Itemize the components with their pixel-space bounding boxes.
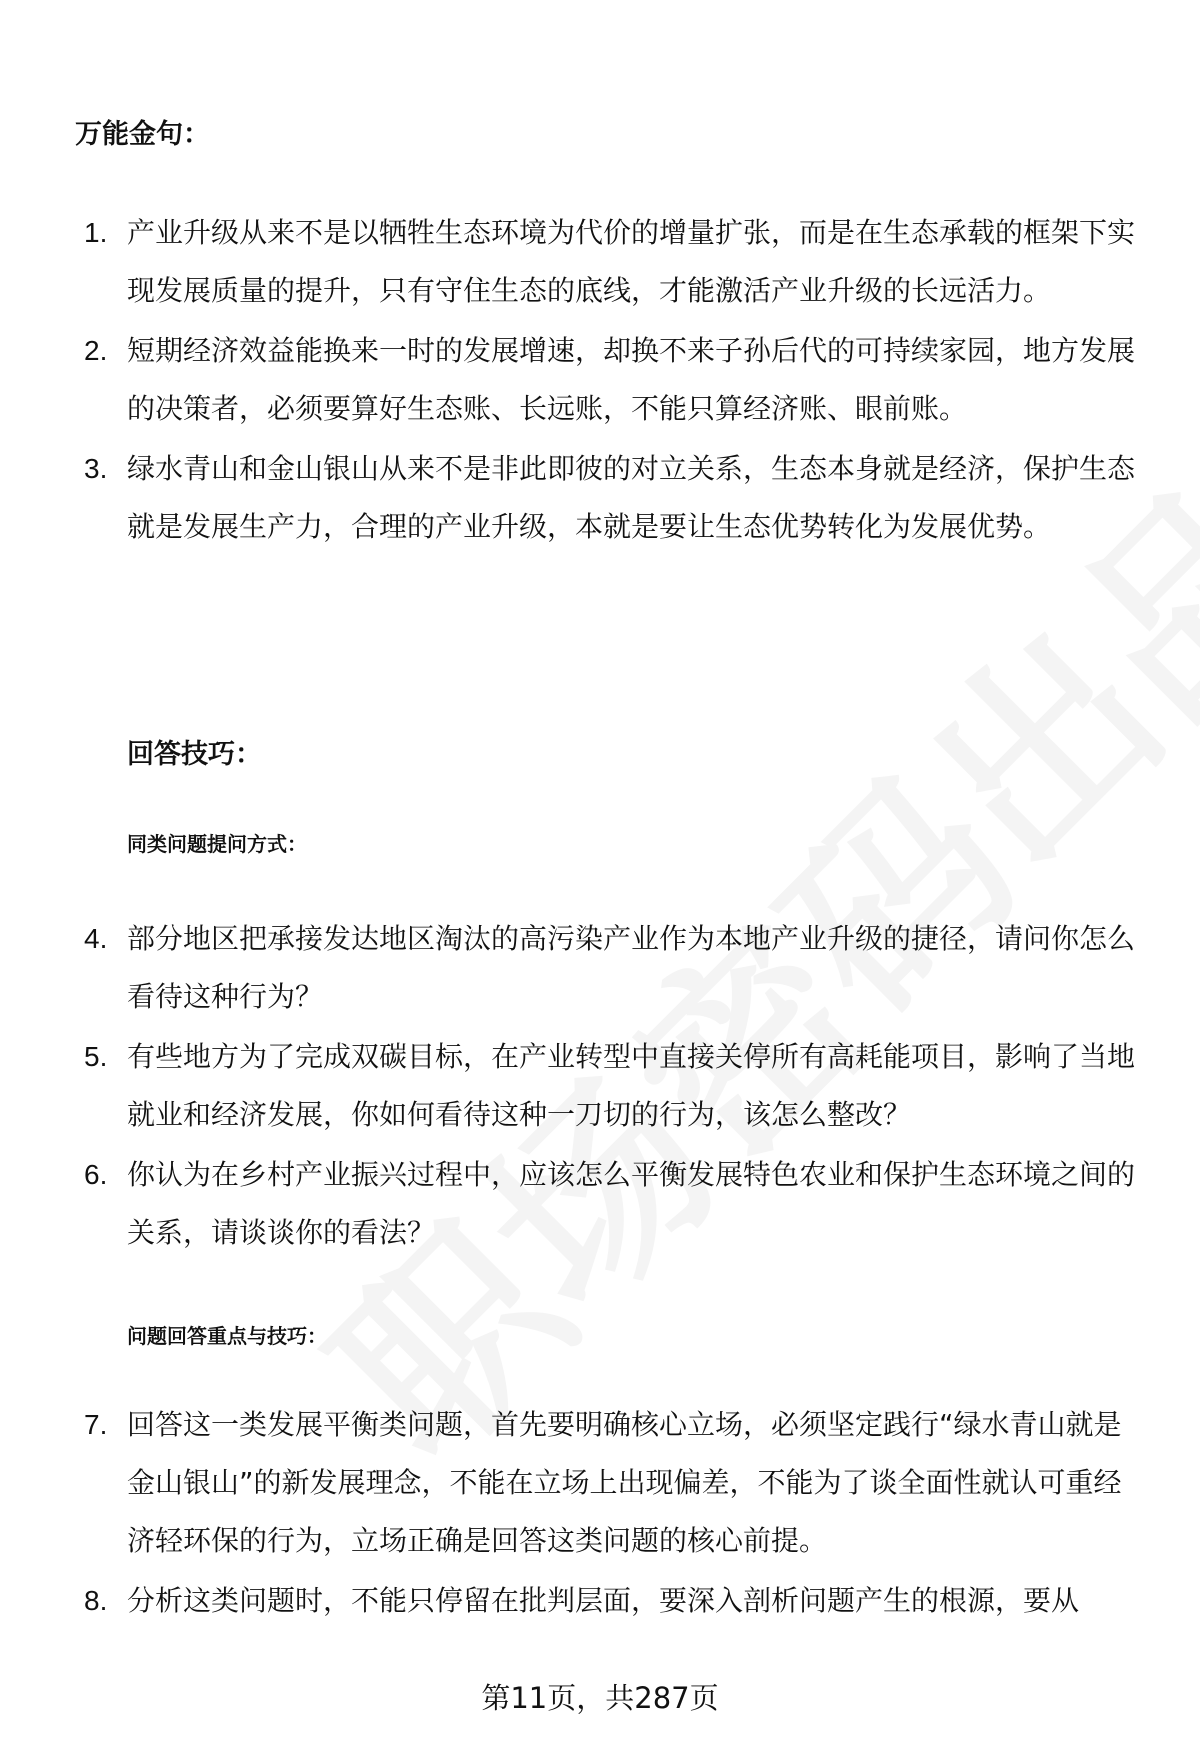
item-number: 3. xyxy=(84,453,108,484)
item-text: 有些地方为了完成双碳目标，在产业转型中直接关停所有高耗能项目，影响了当地就业和经济发展，你如何看待这种一刀切的行为，该怎么整改？ xyxy=(127,1040,1136,1131)
item-text: 部分地区把承接发达地区淘汰的高污染产业作为本地产业升级的捷径，请问你怎么看待这种行为？ xyxy=(127,922,1136,1013)
answer-focus-list xyxy=(0,1396,1200,1632)
item-number: 4. xyxy=(84,923,108,954)
heading-similar-questions: 同类问题提问方式： xyxy=(127,832,307,856)
list-item xyxy=(0,440,1200,556)
list-item xyxy=(0,1572,1200,1630)
list-item xyxy=(0,1028,1200,1144)
list-item xyxy=(0,1146,1200,1262)
item-text: 分析这类问题时，不能只停留在批判层面，要深入剖析问题产生的根源，要从 xyxy=(127,1584,1080,1617)
list-item xyxy=(0,1396,1200,1570)
item-number: 2. xyxy=(84,335,108,366)
item-number: 6. xyxy=(84,1159,108,1190)
page-number: 第11页，共287页 xyxy=(481,1681,719,1715)
similar-questions-list xyxy=(0,910,1200,1264)
item-number: 5. xyxy=(84,1041,108,1072)
item-text: 回答这一类发展平衡类问题，首先要明确核心立场，必须坚定践行“绿水青山就是金山银山”的新发展理念，不能在立场上出现偏差，不能为了谈全面性就认可重经济轻环保的行为，立场正确是回答这类问题的核心前提。 xyxy=(127,1408,1122,1557)
item-number: 7. xyxy=(84,1409,108,1440)
item-number: 1. xyxy=(84,217,108,248)
item-text: 绿水青山和金山银山从来不是非此即彼的对立关系，生态本身就是经济，保护生态就是发展生产力，合理的产业升级，本就是要让生态优势转化为发展优势。 xyxy=(127,452,1136,543)
item-number: 8. xyxy=(84,1585,108,1616)
heading-answer-focus: 问题回答重点与技巧： xyxy=(127,1324,327,1348)
heading-golden-sentences: 万能金句： xyxy=(75,119,210,150)
heading-answer-tips: 回答技巧： xyxy=(127,739,262,770)
list-item xyxy=(0,910,1200,1026)
golden-sentences-list xyxy=(0,204,1200,558)
list-item xyxy=(0,322,1200,438)
item-text: 短期经济效益能换来一时的发展增速，却换不来子孙后代的可持续家园，地方发展的决策者，必须要算好生态账、长远账，不能只算经济账、眼前账。 xyxy=(127,334,1136,425)
item-text: 你认为在乡村产业振兴过程中，应该怎么平衡发展特色农业和保护生态环境之间的关系，请谈谈你的看法？ xyxy=(127,1158,1136,1249)
item-text: 产业升级从来不是以牺牲生态环境为代价的增量扩张，而是在生态承载的框架下实现发展质量的提升，只有守住生态的底线，才能激活产业升级的长远活力。 xyxy=(127,216,1136,307)
list-item xyxy=(0,204,1200,320)
